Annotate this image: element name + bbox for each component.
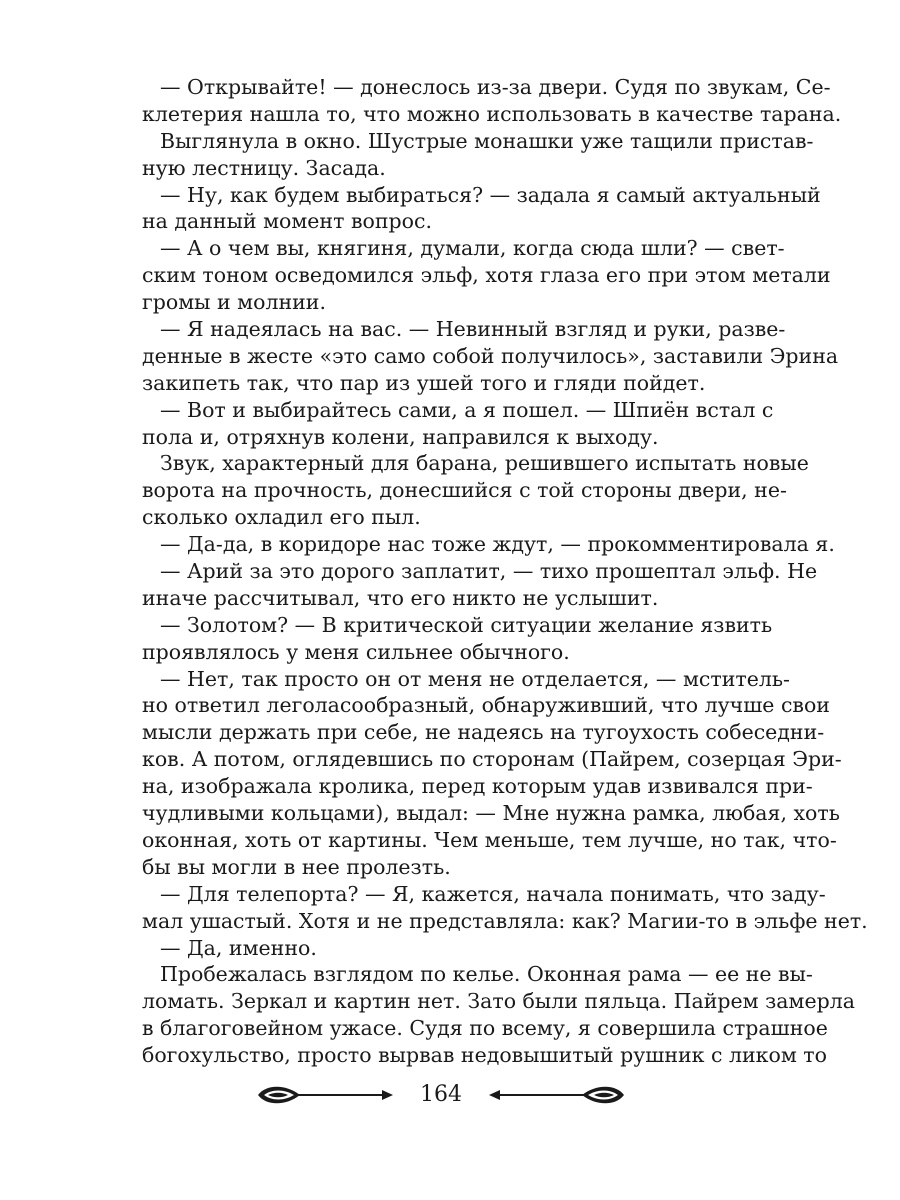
text-line: — Нет, так просто он от меня не отделается, — мститель- xyxy=(160,666,790,691)
text-line: Выглянула в окно. Шустрые монашки уже тащили пристав- xyxy=(160,128,814,153)
body-text xyxy=(142,74,868,1069)
text-line: ломать. Зеркал и картин нет. Зато были пяльца. Пайрем замерла xyxy=(142,989,855,1014)
text-line: сколько охладил его пыл. xyxy=(142,505,421,530)
text-line: — А о чем вы, княгиня, думали, когда сюда шли? — свет- xyxy=(160,236,785,261)
text-line: ков. А потом, оглядевшись по сторонам (Пайрем, созерцая Эри- xyxy=(142,747,842,772)
text-line: на, изображала кролика, перед которым удав извивался при- xyxy=(142,774,813,799)
text-line: мысли держать при себе, не надеясь на тугоухость собеседни- xyxy=(142,720,825,745)
text-line: иначе рассчитывал, что его никто не услышит. xyxy=(142,585,659,610)
text-line: закипеть так, что пар из ушей того и гляди пойдет. xyxy=(142,370,706,395)
text-line: громы и молнии. xyxy=(142,290,326,315)
text-line: ворота на прочность, донесшийся с той стороны двери, не- xyxy=(142,478,787,503)
page-number: 164 xyxy=(420,1082,462,1107)
page-footer xyxy=(256,1078,626,1118)
text-line: — Я надеялась на вас. — Невинный взгляд и руки, разве- xyxy=(160,317,786,342)
text-line: пола и, отряхнув колени, направился к выходу. xyxy=(142,424,659,449)
text-line: бы вы могли в нее пролезть. xyxy=(142,854,451,879)
text-line: чудливыми кольцами), выдал: — Мне нужна рамка, любая, хоть xyxy=(142,801,840,826)
text-line: на данный момент вопрос. xyxy=(142,209,432,234)
text-line: Звук, характерный для барана, решившего испытать новые xyxy=(160,451,809,476)
text-line: — Открывайте! — донеслось из-за двери. Судя по звукам, Се- xyxy=(160,75,831,99)
text-line: Пробежалась взглядом по келье. Оконная рама — ее не вы- xyxy=(160,962,813,987)
text-line: клетерия нашла то, что можно использовать в качестве тарана. xyxy=(142,101,842,126)
text-line: — Арий за это дорого заплатит, — тихо прошептал эльф. Не xyxy=(160,559,818,584)
text-line: денные в жесте «это само собой получилось», заставили Эрина xyxy=(142,343,839,368)
text-line: — Да-да, в коридоре нас тоже ждут, — прокомментировала я. xyxy=(160,532,835,557)
text-line: — Да, именно. xyxy=(160,935,317,960)
feather-arrow-left-icon xyxy=(486,1082,626,1108)
text-line: ную лестницу. Засада. xyxy=(142,155,386,180)
text-line: — Вот и выбирайтесь сами, а я пошел. — Шпиён встал с xyxy=(160,397,774,422)
text-line: мал ушастый. Хотя и не представляла: как? Магии-то в эльфе нет. xyxy=(142,908,868,933)
text-line: — Для телепорта? — Я, кажется, начала понимать, что заду- xyxy=(160,881,826,906)
text-line: но ответил леголасообразный, обнаруживший, что лучше свои xyxy=(142,693,830,718)
text-line: проявлялось у меня сильнее обычного. xyxy=(142,639,570,664)
text-line: оконная, хоть от картины. Чем меньше, тем лучше, но так, что- xyxy=(142,827,837,852)
text-line: ским тоном осведомился эльф, хотя глаза его при этом метали xyxy=(142,263,831,288)
text-line: — Золотом? — В критической ситуации желание язвить xyxy=(160,612,773,637)
text-line: — Ну, как будем выбираться? — задала я самый актуальный xyxy=(160,182,821,207)
text-line: в благоговейном ужасе. Судя по всему, я совершила страшное xyxy=(142,1016,828,1041)
text-line: богохульство, просто вырвав недовышитый рушник с ликом то xyxy=(142,1043,827,1068)
